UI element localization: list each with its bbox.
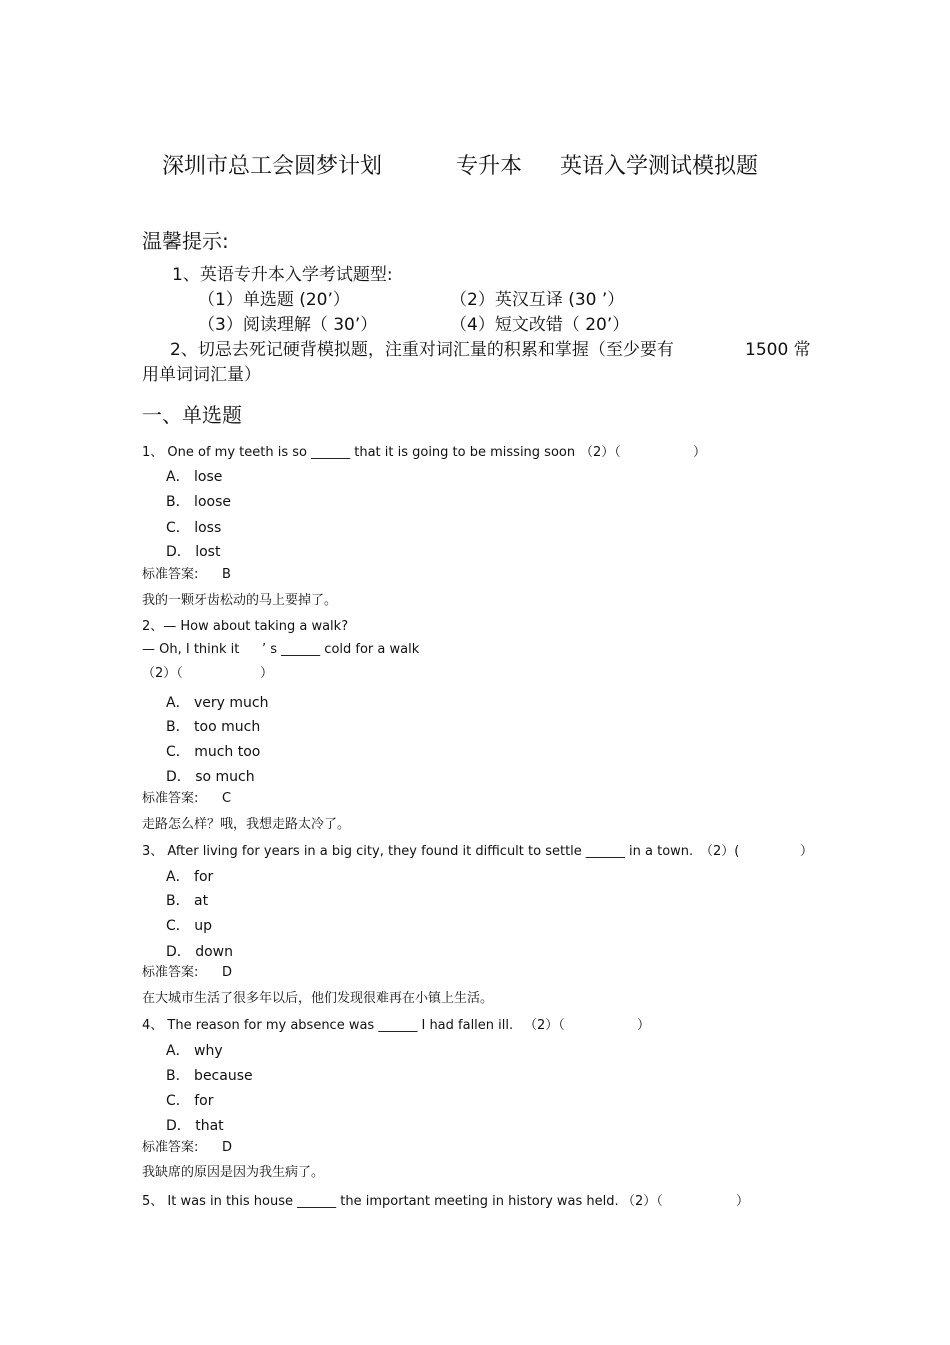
question-4-answer-close: ） (637, 1018, 651, 1033)
question-4-option-c: C． for (166, 1093, 214, 1109)
question-3-option-a: A． for (166, 869, 214, 885)
question-2-answer: C (222, 791, 232, 806)
question-3-answer-label: 标准答案: (142, 965, 199, 980)
tips-item-2-continued: 用单词词汇量） (142, 365, 261, 385)
question-4-text: 4、 The reason for my absence was ______ I had fallen ill. (142, 1018, 514, 1033)
question-3-score: （2）( (700, 844, 740, 859)
question-2-answer-close: ） (260, 666, 274, 681)
question-5-score: （2）（ (622, 1194, 663, 1209)
question-4-translation: 我缺席的原因是因为我生病了。 (142, 1165, 325, 1180)
title-part-3: 英语入学测试模拟题 (560, 154, 759, 179)
question-3-text: 3、 After living for years in a big city, they found it difficult to settle ______ in a town. (142, 844, 694, 859)
tips-heading: 温馨提示: (142, 229, 229, 253)
question-4-option-a: A． why (166, 1043, 223, 1059)
question-3-option-c: C． up (166, 918, 212, 934)
question-4-answer: D (222, 1140, 233, 1155)
tips-item-2-count: 1500 常 (745, 340, 811, 360)
title-part-1: 深圳市总工会圆梦计划 (162, 154, 383, 179)
question-2-translation: 走路怎么样？哦，我想走路太冷了。 (142, 817, 351, 832)
question-2-line-2: — Oh, I think it (142, 642, 240, 657)
question-1-option-d: D． lost (166, 544, 221, 560)
question-2-option-c: C． much too (166, 744, 261, 760)
question-type-3: （3）阅读理解（ 30’） (198, 315, 378, 335)
question-2-answer-label: 标准答案: (142, 791, 199, 806)
question-5-answer-close: ） (736, 1194, 750, 1209)
question-3-translation: 在大城市生活了很多年以后，他们发现很难再在小镇上生活。 (142, 991, 494, 1006)
tips-item-2: 2、切忌去死记硬背模拟题，注重对词汇量的积累和掌握（至少要有 (170, 340, 674, 360)
question-1-option-c: C． loss (166, 520, 222, 536)
question-4-score: （2）（ (524, 1018, 565, 1033)
question-4-option-b: B． because (166, 1068, 253, 1084)
question-1-answer-close: ） (693, 445, 707, 460)
question-1-translation: 我的一颗牙齿松动的马上要掉了。 (142, 593, 338, 608)
question-1-option-b: B． loose (166, 494, 231, 510)
question-type-2: （2）英汉互译 (30 ’） (450, 290, 625, 310)
question-3-option-d: D． down (166, 944, 234, 960)
question-2-line-1: 2、— How about taking a walk? (142, 619, 349, 634)
question-4-option-d: D． that (166, 1118, 224, 1134)
question-1-answer: B (222, 567, 231, 582)
question-3-answer-close: ） (800, 844, 814, 859)
question-2-score: （2）（ (142, 666, 183, 681)
question-3-option-b: B． at (166, 893, 209, 909)
question-1-text: 1、 One of my teeth is so ______ that it is going to be missing soon (142, 445, 576, 460)
question-5-text: 5、 It was in this house ______ the important meeting in history was held. (142, 1194, 619, 1209)
question-2-line-2-continued: ’ s ______ cold for a walk (262, 642, 420, 657)
tips-item-1: 1、英语专升本入学考试题型: (172, 265, 393, 285)
question-2-option-d: D． so much (166, 769, 255, 785)
question-type-4: （4）短文改错（ 20’） (450, 315, 630, 335)
question-2-option-a: A． very much (166, 695, 269, 711)
question-1-option-a: A． lose (166, 469, 223, 485)
question-4-answer-label: 标准答案: (142, 1140, 199, 1155)
question-2-option-b: B． too much (166, 719, 261, 735)
question-1-score: （2）（ (580, 445, 621, 460)
question-1-answer-label: 标准答案: (142, 567, 199, 582)
section-heading: 一、单选题 (142, 403, 242, 427)
question-3-answer: D (222, 965, 233, 980)
question-type-1: （1）单选题 (20’） (198, 290, 350, 310)
title-part-2: 专升本 (456, 154, 523, 179)
